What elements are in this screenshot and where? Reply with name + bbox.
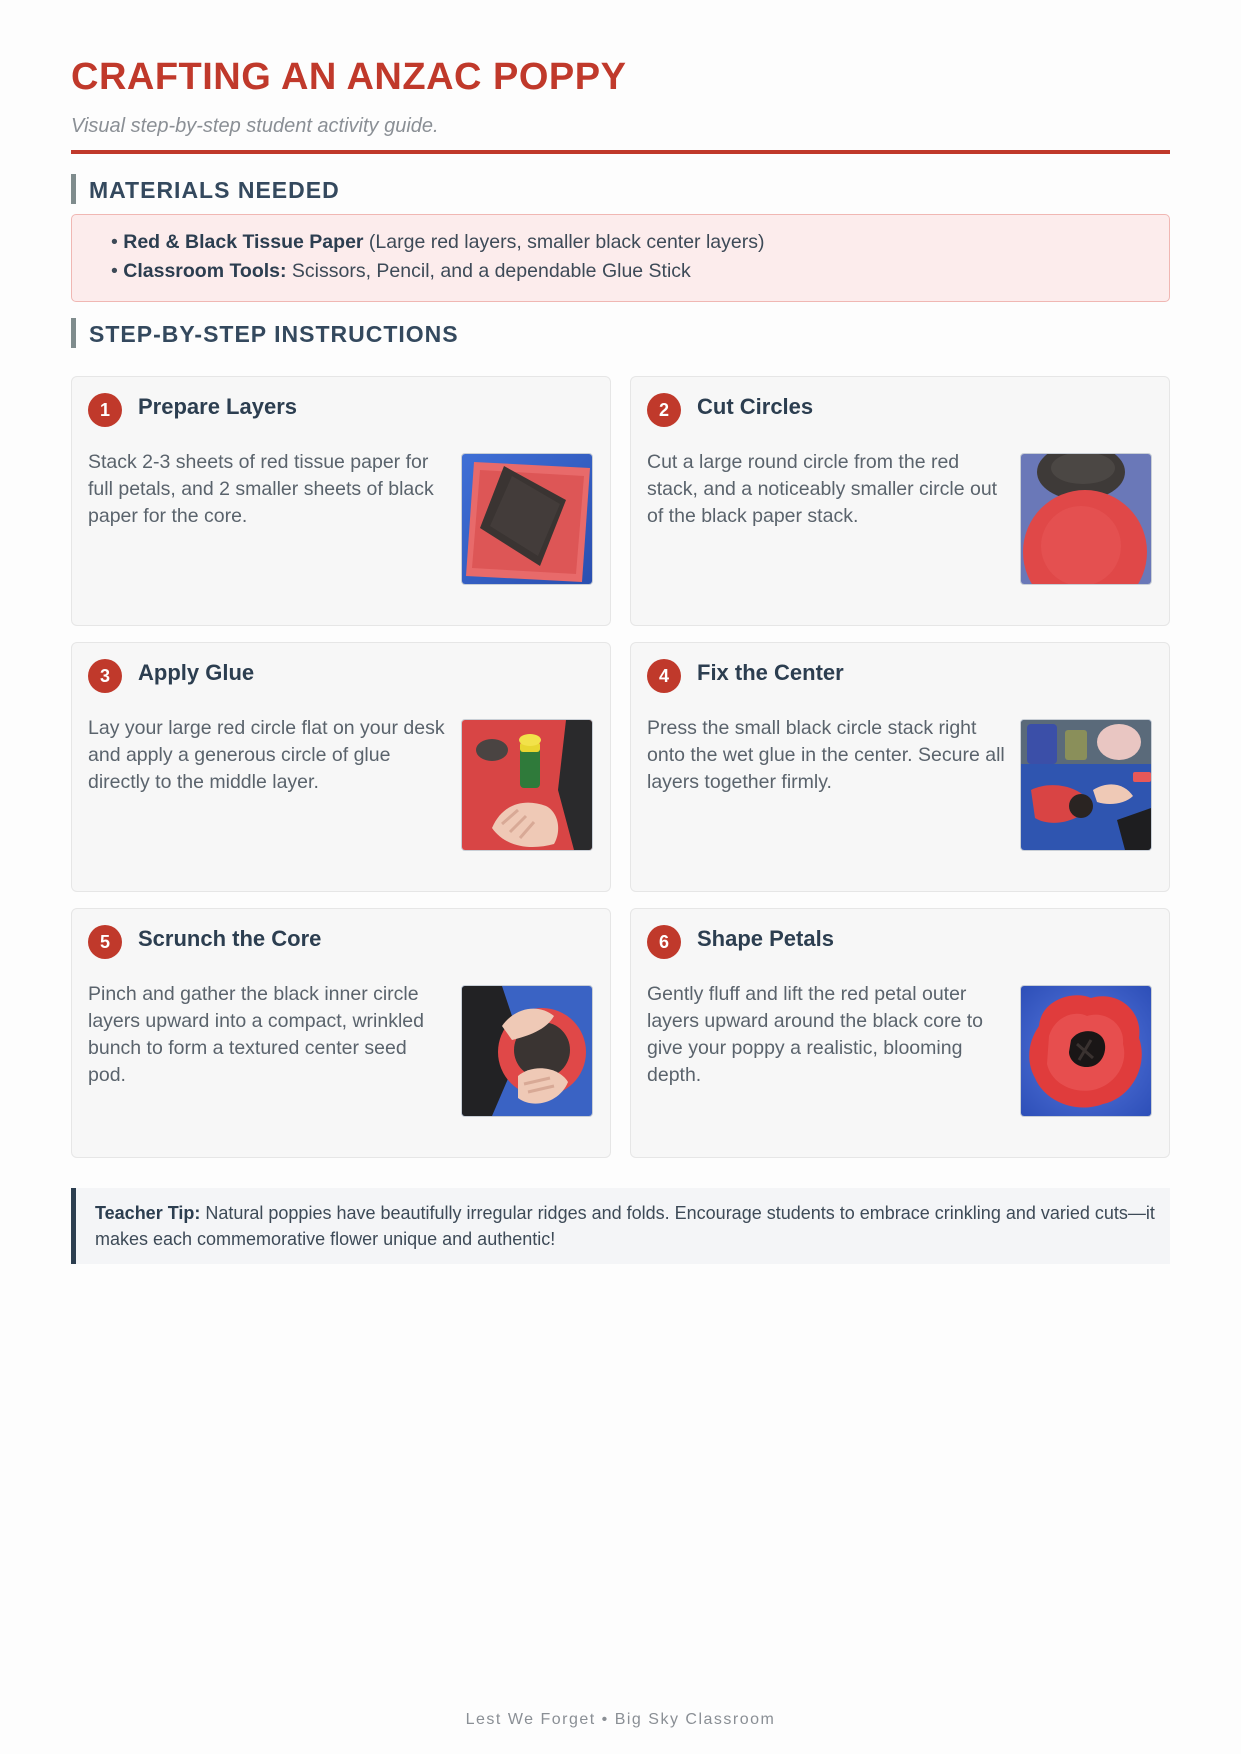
materials-heading-text: MATERIALS NEEDED <box>89 177 340 203</box>
step-card-5 <box>71 908 611 1158</box>
step-title: Fix the Center <box>697 660 844 685</box>
step-description: Stack 2-3 sheets of red tissue paper for full petals, and 2 smaller sheets of black paper for the core. <box>88 451 434 527</box>
materials-heading <box>71 174 1175 204</box>
step-number-badge: 5 <box>88 925 122 959</box>
step-card-2 <box>630 376 1170 626</box>
page-title: CRAFTING AN ANZAC POPPY <box>71 56 627 98</box>
page-subtitle: Visual step-by-step student activity guide. <box>71 115 439 137</box>
step-number-badge: 4 <box>647 659 681 693</box>
page-footer: Lest We Forget • Big Sky Classroom <box>465 1711 776 1728</box>
step-number-badge: 2 <box>647 393 681 427</box>
materials-item: • Red & Black Tissue Paper (Large red layers, smaller black center layers) <box>111 231 765 253</box>
step-title: Cut Circles <box>697 394 814 419</box>
step-number-badge: 6 <box>647 925 681 959</box>
step-title: Apply Glue <box>138 660 255 685</box>
step-title: Shape Petals <box>697 926 834 951</box>
step-photo-scrunch-core <box>461 985 593 1117</box>
step-title: Scrunch the Core <box>138 926 322 951</box>
materials-box <box>71 214 1170 302</box>
teacher-tip <box>71 1188 1170 1264</box>
teacher-tip-label: Teacher Tip: <box>95 1203 201 1223</box>
instructions-heading-text: STEP-BY-STEP INSTRUCTIONS <box>89 321 459 347</box>
step-description: Cut a large round circle from the red stack, and a noticeably smaller circle out of the black paper stack. <box>647 451 998 527</box>
step-photo-shape-petals <box>1020 985 1152 1117</box>
step-description: Press the small black circle stack right onto the wet glue in the center. Secure all layers together firmly. <box>647 717 1005 793</box>
teacher-tip-text <box>95 1200 1155 1252</box>
teacher-tip-body: Natural poppies have beautifully irregular ridges and folds. Encourage students to embrace crinkling and varied cuts—it makes each commemorative flower unique and authentic! <box>95 1203 1155 1249</box>
step-description: Gently fluff and lift the red petal outer layers upward around the black core to give your poppy a realistic, blooming depth. <box>647 983 984 1086</box>
step-description: Lay your large red circle flat on your desk and apply a generous circle of glue directly to the middle layer. <box>88 717 445 793</box>
materials-item-text: Scissors, Pencil, and a dependable Glue Stick <box>286 260 691 282</box>
step-card-3 <box>71 642 611 892</box>
step-photo-cut-circles <box>1020 453 1152 585</box>
materials-item-text: (Large red layers, smaller black center layers) <box>363 231 765 253</box>
step-photo-fix-center <box>1020 719 1152 851</box>
instructions-heading <box>71 318 1175 348</box>
materials-item-bold: Red & Black Tissue Paper <box>123 231 364 253</box>
step-card-6 <box>630 908 1170 1158</box>
title-divider <box>71 150 1170 154</box>
step-number-badge: 1 <box>88 393 122 427</box>
materials-item-bold: Classroom Tools: <box>123 260 287 282</box>
materials-item: • Classroom Tools: Scissors, Pencil, and a dependable Glue Stick <box>111 260 691 282</box>
step-title: Prepare Layers <box>138 394 297 419</box>
step-description: Pinch and gather the black inner circle layers upward into a compact, wrinkled bunch to form a textured center seed pod. <box>88 983 424 1086</box>
step-card-1 <box>71 376 611 626</box>
step-photo-prepare-layers <box>461 453 593 585</box>
step-number-badge: 3 <box>88 659 122 693</box>
step-photo-apply-glue <box>461 719 593 851</box>
step-card-4 <box>630 642 1170 892</box>
